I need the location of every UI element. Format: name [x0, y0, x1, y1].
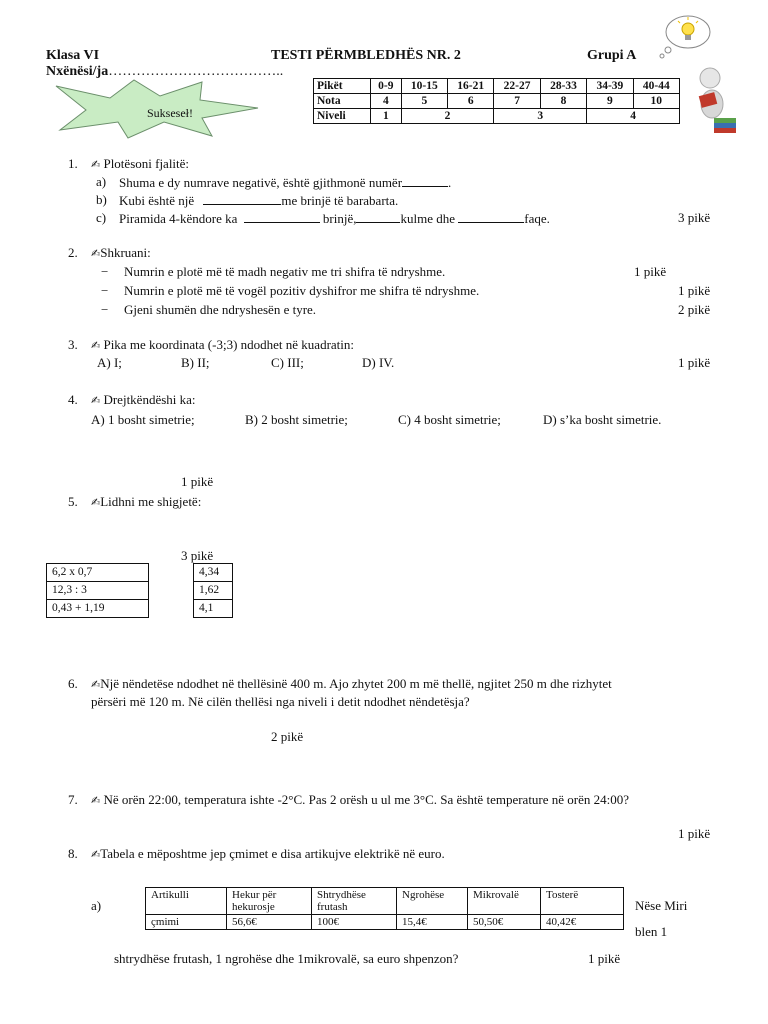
points-label: 3 pikë	[181, 548, 214, 563]
level-cell: 3	[494, 109, 587, 124]
column-header: Hekur për hekurosje	[227, 888, 312, 915]
star-text: Sukseseł!	[147, 106, 193, 120]
grade-cell: 4	[371, 94, 402, 109]
reading-figure-icon	[686, 64, 742, 134]
question-5-intro	[91, 494, 201, 510]
points-cell: 22-27	[494, 79, 540, 94]
item-text: Shuma e dy numrave negativë, është gjithmonë numër	[119, 175, 403, 190]
price-cell: 15,4€	[397, 915, 468, 930]
match-left-item[interactable]: 12,3 : 3	[47, 582, 149, 600]
list-item: Numrin e plotë më të madh negativ me tri shifra të ndryshme.	[124, 264, 446, 279]
answer-blank[interactable]	[203, 192, 281, 205]
question-4-intro	[91, 392, 196, 408]
question-number: 7.	[68, 792, 78, 807]
writing-hand-icon: ✍	[91, 794, 101, 807]
price-table	[145, 887, 624, 930]
item-text: me brinjë të barabarta.	[281, 193, 399, 208]
grade-cell: 8	[540, 94, 586, 109]
question-1c	[119, 210, 550, 227]
grade-cell: 10	[633, 94, 679, 109]
question-3-intro	[91, 337, 354, 353]
test-title: TESTI PËRMBLEDHËS NR. 2	[271, 48, 461, 63]
question-1-intro	[91, 156, 189, 172]
question-number: 4.	[68, 392, 78, 407]
points-label: 2 pikë	[271, 729, 304, 744]
points-cell: 34-39	[587, 79, 633, 94]
option-b[interactable]: B) 2 bosht simetrie;	[245, 412, 348, 427]
question-number: 6.	[68, 676, 78, 691]
points-label: 1 pikë	[634, 264, 667, 279]
item-mark: a)	[91, 898, 102, 913]
lightbulb-icon	[656, 12, 714, 60]
item-mark: a)	[96, 174, 107, 189]
match-right-item[interactable]: 1,62	[194, 582, 233, 600]
column-header: Artikulli	[146, 888, 227, 915]
match-left-table	[46, 563, 149, 618]
column-header: Tosterë	[541, 888, 624, 915]
question-1b	[119, 192, 398, 209]
price-cell: 56,6€	[227, 915, 312, 930]
grade-row-grades	[314, 94, 680, 109]
class-label: Klasa VI	[46, 48, 100, 63]
points-cell: 16-21	[448, 79, 494, 94]
option-a[interactable]: A) I;	[97, 355, 122, 370]
row-label: Pikët	[314, 79, 371, 94]
grade-table	[313, 78, 680, 124]
grade-cell: 7	[494, 94, 540, 109]
writing-hand-icon: ✍	[91, 339, 101, 352]
level-cell: 1	[371, 109, 402, 124]
question-number: 1.	[68, 156, 78, 171]
match-left-item[interactable]: 0,43 + 1,19	[47, 600, 149, 618]
list-item: Gjeni shumën dhe ndryshesën e tyre.	[124, 302, 317, 317]
grade-row-points	[314, 79, 680, 94]
question-text: Shkruani:	[100, 245, 151, 260]
writing-hand-icon: ✍	[91, 158, 101, 171]
answer-blank[interactable]	[356, 210, 400, 223]
points-cell: 0-9	[371, 79, 402, 94]
level-cell: 4	[587, 109, 680, 124]
writing-hand-icon: ✍	[91, 678, 101, 691]
points-label: 2 pikë	[678, 302, 711, 317]
price-cell: 50,50€	[468, 915, 541, 930]
item-text: brinjë,	[322, 211, 357, 226]
question-6-line1	[91, 676, 612, 692]
price-row	[146, 915, 624, 930]
question-number: 8.	[68, 846, 78, 861]
column-header: Ngrohëse	[397, 888, 468, 915]
question-number: 2.	[68, 245, 78, 260]
question-text: Lidhni me shigjetë:	[100, 494, 202, 509]
points-label: 1 pikë	[181, 474, 214, 489]
question-6-line2: përsëri më 120 m. Në cilën thellësi nga niveli i detit ndodhet nëndetësja?	[91, 694, 470, 709]
question-1a	[119, 174, 451, 191]
student-label: Nxënësi/ja	[46, 64, 109, 79]
grade-cell: 6	[448, 94, 494, 109]
question-text: Plotësoni fjalitë:	[103, 156, 190, 171]
column-header: Mikrovalë	[468, 888, 541, 915]
price-cell: 40,42€	[541, 915, 624, 930]
dash-bullet: −	[101, 302, 109, 317]
question-text: Pika me koordinata (-3;3) ndodhet në kuadratin:	[103, 337, 355, 352]
row-label: Niveli	[314, 109, 371, 124]
item-end: .	[448, 175, 452, 190]
answer-blank[interactable]	[458, 210, 524, 223]
option-c[interactable]: C) III;	[271, 355, 304, 370]
points-label: 1 pikë	[678, 355, 711, 370]
grade-cell: 9	[587, 94, 633, 109]
writing-hand-icon: ✍	[91, 496, 101, 509]
level-cell: 2	[401, 109, 494, 124]
match-right-table	[193, 563, 233, 618]
option-a[interactable]: A) 1 bosht simetrie;	[91, 412, 195, 427]
option-d[interactable]: D) IV.	[362, 355, 395, 370]
points-cell: 28-33	[540, 79, 586, 94]
match-right-item[interactable]: 4,34	[194, 564, 233, 582]
question-2-intro	[91, 245, 151, 261]
question-text: Tabela e mëposhtme jep çmimet e disa artikujve elektrikë në euro.	[100, 846, 445, 861]
writing-hand-icon: ✍	[91, 394, 101, 407]
points-cell: 10-15	[401, 79, 447, 94]
points-label: 1 pikë	[678, 283, 711, 298]
option-c[interactable]: C) 4 bosht simetrie;	[398, 412, 501, 427]
price-header-row	[146, 888, 624, 915]
points-cell: 40-44	[633, 79, 679, 94]
dash-bullet: −	[101, 264, 109, 279]
item-text: kulme dhe	[400, 211, 455, 226]
question-7	[91, 792, 629, 808]
points-label: 1 pikë	[588, 951, 621, 966]
match-left-item[interactable]: 6,2 x 0,7	[47, 564, 149, 582]
question-text: Një nëndetëse ndodhet në thellësinë 400 m. Ajo zhytet 200 m më thellë, ngjitet 250 m dhe rizhytet	[100, 676, 612, 691]
option-b[interactable]: B) II;	[181, 355, 210, 370]
item-mark: b)	[96, 192, 107, 207]
question-8-line: shtrydhëse frutash, 1 ngrohëse dhe 1mikrovalë, sa euro shpenzon?	[114, 951, 459, 966]
item-text: Kubi është një	[119, 193, 195, 208]
side-text: blen 1	[635, 924, 668, 939]
points-label: 3 pikë	[678, 210, 711, 225]
dash-bullet: −	[101, 283, 109, 298]
match-right-item[interactable]: 4,1	[194, 600, 233, 618]
question-8-intro	[91, 846, 445, 862]
group-label: Grupi A	[587, 48, 637, 63]
points-label: 1 pikë	[678, 826, 711, 841]
list-item: Numrin e plotë më të vogël pozitiv dyshifror me shifra të ndryshme.	[124, 283, 480, 298]
answer-blank[interactable]	[244, 210, 320, 223]
side-text: Nëse Miri	[635, 898, 688, 913]
student-dots: ………………………………..	[108, 64, 284, 79]
writing-hand-icon: ✍	[91, 247, 101, 260]
answer-blank[interactable]	[402, 174, 448, 187]
question-text: Drejtkëndëshi ka:	[103, 392, 196, 407]
item-text: Piramida 4-këndore ka	[119, 211, 238, 226]
option-d[interactable]: D) s’ka bosht simetrie.	[543, 412, 662, 427]
item-text: faqe.	[524, 211, 550, 226]
grade-row-levels	[314, 109, 680, 124]
grade-cell: 5	[401, 94, 447, 109]
row-label: Nota	[314, 94, 371, 109]
question-number: 5.	[68, 494, 78, 509]
row-label: çmimi	[146, 915, 227, 930]
price-cell: 100€	[312, 915, 397, 930]
item-mark: c)	[96, 210, 107, 225]
column-header: Shtrydhëse frutash	[312, 888, 397, 915]
question-text: Në orën 22:00, temperatura ishte -2°C. Pas 2 orësh u ul me 3°C. Sa është temperature në orën 24:00?	[103, 792, 630, 807]
question-number: 3.	[68, 337, 78, 352]
writing-hand-icon: ✍	[91, 848, 101, 861]
